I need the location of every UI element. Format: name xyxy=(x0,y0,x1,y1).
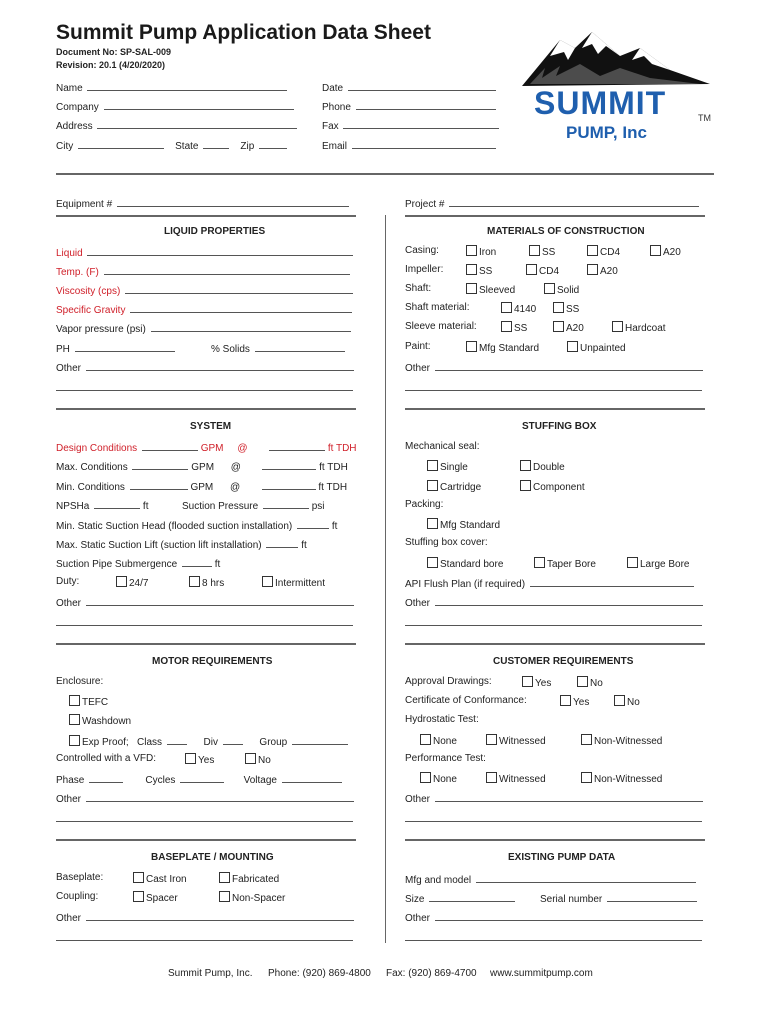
at-label: @ xyxy=(237,443,248,454)
min-conditions-field[interactable] xyxy=(56,479,347,494)
hydro-witnessed-checkbox[interactable] xyxy=(486,734,546,748)
logo-name: SUMMIT xyxy=(534,85,667,121)
paint-label: Paint: xyxy=(405,341,431,352)
exp-proof-field[interactable] xyxy=(69,734,348,749)
document-number: Document No: SP-SAL-009 xyxy=(56,47,172,57)
solids-label: % Solids xyxy=(211,344,250,355)
divider xyxy=(56,643,356,645)
project-label: Project # xyxy=(405,199,445,210)
perf-non-witnessed-checkbox[interactable] xyxy=(581,772,662,786)
materials-other-field[interactable] xyxy=(405,360,703,375)
vapor-label: Vapor pressure (psi) xyxy=(56,324,146,335)
shaft-material-label: Shaft material: xyxy=(405,302,470,313)
option-label: Single xyxy=(440,462,468,473)
duty-label: Duty: xyxy=(56,576,80,587)
date-field[interactable] xyxy=(322,80,496,95)
viscosity-field[interactable] xyxy=(56,283,353,298)
zip-label: Zip xyxy=(240,141,255,152)
duty-8hrs-checkbox[interactable] xyxy=(189,576,224,590)
performance-label: Performance Test: xyxy=(405,753,486,764)
max-label: Max. Conditions xyxy=(56,462,128,473)
seal-double-checkbox[interactable] xyxy=(520,460,565,474)
option-label: SS xyxy=(514,323,528,334)
tefc-checkbox[interactable] xyxy=(69,695,108,709)
blank-line xyxy=(405,390,702,391)
divider xyxy=(405,839,705,841)
divider xyxy=(405,643,705,645)
design-conditions-field[interactable] xyxy=(56,440,357,455)
cover-taper-bore-checkbox[interactable] xyxy=(534,557,596,571)
option-label: Witnessed xyxy=(499,774,546,785)
option-label: Taper Bore xyxy=(547,559,596,570)
option-label: Component xyxy=(533,482,585,493)
option-label: SS xyxy=(542,247,556,258)
hydro-label: Hydrostatic Test: xyxy=(405,714,479,725)
vapor-pressure-field[interactable] xyxy=(56,321,351,336)
phase-label: Phase xyxy=(56,775,85,786)
div-label: Div xyxy=(203,737,218,748)
temp-field[interactable] xyxy=(56,264,350,279)
other-label: Other xyxy=(56,598,82,609)
impeller-cd4-checkbox[interactable] xyxy=(526,264,559,278)
option-label: Washdown xyxy=(82,716,132,727)
seal-component-checkbox[interactable] xyxy=(520,480,585,494)
divider xyxy=(56,408,356,410)
hydro-non-witnessed-checkbox[interactable] xyxy=(581,734,662,748)
company-field[interactable] xyxy=(56,99,294,114)
option-label: Double xyxy=(533,462,565,473)
address-label: Address xyxy=(56,121,93,132)
shaft-label: Shaft: xyxy=(405,283,432,294)
option-label: Intermittent xyxy=(275,578,326,589)
other-label: Other xyxy=(405,598,431,609)
city-state-zip-field[interactable] xyxy=(56,138,287,153)
option-label: 4140 xyxy=(514,304,537,315)
option-label: Cast Iron xyxy=(146,874,187,885)
project-field[interactable] xyxy=(405,196,699,211)
other-label: Other xyxy=(405,913,431,924)
packing-mfg-standard-checkbox[interactable] xyxy=(427,518,500,532)
casing-label: Casing: xyxy=(405,245,439,256)
stuffing-other-field[interactable] xyxy=(405,595,703,610)
page-title: Summit Pump Application Data Sheet xyxy=(56,21,431,44)
other-label: Other xyxy=(56,794,82,805)
at-label: @ xyxy=(229,482,241,493)
cover-label: Stuffing box cover: xyxy=(405,537,488,548)
class-label: Class xyxy=(137,737,163,748)
api-label: API Flush Plan (if required) xyxy=(405,579,526,590)
perf-witnessed-checkbox[interactable] xyxy=(486,772,546,786)
cover-large-bore-checkbox[interactable] xyxy=(627,557,689,571)
approval-yes-checkbox[interactable] xyxy=(522,676,551,690)
option-label: Mfg Standard xyxy=(440,520,501,531)
vfd-no-checkbox[interactable] xyxy=(245,753,271,767)
option-label: Non-Witnessed xyxy=(594,736,663,747)
liquid-label: Liquid xyxy=(56,248,83,259)
liquid-heading: LIQUID PROPERTIES xyxy=(164,226,266,237)
min-label: Min. Conditions xyxy=(56,482,125,493)
fttdh-label: ft TDH xyxy=(318,482,348,493)
size-field[interactable] xyxy=(405,891,515,906)
phase-cycles-voltage-field[interactable] xyxy=(56,772,342,787)
option-label: None xyxy=(433,736,457,747)
baseplate-other-field[interactable] xyxy=(56,910,354,925)
temp-label: Temp. (F) xyxy=(56,267,99,278)
footer-fax: Fax: (920) 869-4700 xyxy=(386,968,477,979)
option-label: Iron xyxy=(479,247,497,258)
max-suction-lift-field[interactable] xyxy=(56,537,307,552)
other-label: Other xyxy=(56,913,82,924)
conformance-no-checkbox[interactable] xyxy=(614,695,640,709)
system-heading: SYSTEM xyxy=(190,421,232,432)
solids-field[interactable] xyxy=(211,341,345,356)
group-label: Group xyxy=(259,737,288,748)
existing-other-field[interactable] xyxy=(405,910,703,925)
divider xyxy=(56,173,714,175)
cover-standard-bore-checkbox[interactable] xyxy=(427,557,503,571)
city-label: City xyxy=(56,141,74,152)
shaft-ss-checkbox[interactable] xyxy=(553,302,579,316)
seal-cartridge-checkbox[interactable] xyxy=(427,480,481,494)
option-label: Non-Witnessed xyxy=(594,774,663,785)
suction-pressure-field[interactable] xyxy=(182,498,325,513)
ft-label: ft xyxy=(331,521,338,532)
option-label: 24/7 xyxy=(129,578,149,589)
option-label: A20 xyxy=(566,323,584,334)
option-label: CD4 xyxy=(600,247,621,258)
design-label: Design Conditions xyxy=(56,443,138,454)
submergence-field[interactable] xyxy=(56,556,220,571)
casing-iron-checkbox[interactable] xyxy=(466,245,496,259)
blank-line xyxy=(56,940,353,941)
enclosure-label: Enclosure: xyxy=(56,676,104,687)
impeller-label: Impeller: xyxy=(405,264,444,275)
option-label: Hardcoat xyxy=(625,323,666,334)
liquid-field[interactable] xyxy=(56,245,353,260)
option-label: 8 hrs xyxy=(202,578,225,589)
voltage-label: Voltage xyxy=(243,775,277,786)
revision: Revision: 20.1 (4/20/2020) xyxy=(56,60,166,70)
casing-cd4-checkbox[interactable] xyxy=(587,245,620,259)
sg-label: Specific Gravity xyxy=(56,305,126,316)
psi-label: psi xyxy=(311,501,325,512)
blank-line xyxy=(56,625,353,626)
other-label: Other xyxy=(56,363,82,374)
liquid-other-field[interactable] xyxy=(56,360,354,375)
footer-company: Summit Pump, Inc. xyxy=(168,968,253,979)
option-label: SS xyxy=(566,304,580,315)
cast-iron-checkbox[interactable] xyxy=(133,872,187,886)
serial-number-field[interactable] xyxy=(540,891,697,906)
option-label: Large Bore xyxy=(640,559,690,570)
casing-a20-checkbox[interactable] xyxy=(650,245,681,259)
fax-label: Fax xyxy=(322,121,339,132)
ft-label: ft xyxy=(142,501,149,512)
vfd-yes-checkbox[interactable] xyxy=(185,753,214,767)
option-label: Witnessed xyxy=(499,736,546,747)
option-label: TEFC xyxy=(82,697,109,708)
option-label: Standard bore xyxy=(440,559,504,570)
shaft-solid-checkbox[interactable] xyxy=(544,283,579,297)
approval-no-checkbox[interactable] xyxy=(577,676,603,690)
blank-line xyxy=(56,390,353,391)
option-label: A20 xyxy=(663,247,681,258)
conformance-label: Certificate of Conformance: xyxy=(405,695,527,706)
fttdh-label: ft TDH xyxy=(319,462,348,473)
blank-line xyxy=(405,821,702,822)
cycles-label: Cycles xyxy=(145,775,176,786)
mountain-icon xyxy=(520,26,720,88)
ph-field[interactable] xyxy=(56,341,175,356)
seal-single-checkbox[interactable] xyxy=(427,460,468,474)
api-flush-field[interactable] xyxy=(405,576,694,591)
trademark: TM xyxy=(698,113,711,123)
non-spacer-checkbox[interactable] xyxy=(219,891,285,905)
min-head-label: Min. Static Suction Head (flooded suction installation) xyxy=(56,521,293,532)
equipment-field[interactable] xyxy=(56,196,349,211)
min-suction-head-field[interactable] xyxy=(56,518,337,533)
blank-line xyxy=(405,625,702,626)
baseplate-heading: BASEPLATE / MOUNTING xyxy=(151,852,274,863)
fttdh-label: ft TDH xyxy=(327,443,357,454)
max-lift-label: Max. Static Suction Lift (suction lift installation) xyxy=(56,540,262,551)
max-conditions-field[interactable] xyxy=(56,459,348,474)
stuffing-heading: STUFFING BOX xyxy=(522,421,597,432)
washdown-checkbox[interactable] xyxy=(69,714,131,728)
sleeve-a20-checkbox[interactable] xyxy=(553,321,584,335)
email-label: Email xyxy=(322,141,348,152)
suction-pressure-label: Suction Pressure xyxy=(182,501,259,512)
sleeve-hardcoat-checkbox[interactable] xyxy=(612,321,666,335)
state-label: State xyxy=(175,141,199,152)
perf-none-checkbox[interactable] xyxy=(420,772,457,786)
paint-mfg-standard-checkbox[interactable] xyxy=(466,341,539,355)
shaft-sleeved-checkbox[interactable] xyxy=(466,283,515,297)
mfg-model-field[interactable] xyxy=(405,872,696,887)
existing-heading: EXISTING PUMP DATA xyxy=(508,852,616,863)
option-label: Mfg Standard xyxy=(479,343,540,354)
duty-24-7-checkbox[interactable] xyxy=(116,576,148,590)
phone-label: Phone xyxy=(322,102,351,113)
viscosity-label: Viscosity (cps) xyxy=(56,286,121,297)
option-label: Yes xyxy=(198,755,215,766)
mfg-label: Mfg and model xyxy=(405,875,472,886)
name-label: Name xyxy=(56,83,83,94)
divider xyxy=(405,215,705,217)
logo-subtitle: PUMP, Inc xyxy=(566,123,647,142)
gpm-label: GPM xyxy=(200,443,224,454)
mech-seal-label: Mechanical seal: xyxy=(405,441,480,452)
date-label: Date xyxy=(322,83,344,94)
motor-other-field[interactable] xyxy=(56,791,354,806)
option-label: No xyxy=(627,697,640,708)
option-label: Fabricated xyxy=(232,874,280,885)
option-label: Unpainted xyxy=(580,343,626,354)
customer-heading: CUSTOMER REQUIREMENTS xyxy=(493,656,634,667)
option-label: A20 xyxy=(600,266,618,277)
submergence-label: Suction Pipe Submergence xyxy=(56,559,178,570)
impeller-ss-checkbox[interactable] xyxy=(466,264,492,278)
baseplate-label: Baseplate: xyxy=(56,872,104,883)
serial-label: Serial number xyxy=(540,894,603,905)
other-label: Other xyxy=(405,363,431,374)
blank-line xyxy=(56,821,353,822)
casing-ss-checkbox[interactable] xyxy=(529,245,555,259)
exp-label: Exp Proof; xyxy=(82,737,129,748)
size-label: Size xyxy=(405,894,425,905)
gpm-label: GPM xyxy=(191,462,215,473)
blank-line xyxy=(405,940,702,941)
hydro-none-checkbox[interactable] xyxy=(420,734,457,748)
option-label: Sleeved xyxy=(479,285,516,296)
system-other-field[interactable] xyxy=(56,595,354,610)
option-label: Spacer xyxy=(146,893,178,904)
company-logo xyxy=(520,26,720,146)
spacer-checkbox[interactable] xyxy=(133,891,178,905)
motor-heading: MOTOR REQUIREMENTS xyxy=(152,656,273,667)
approval-label: Approval Drawings: xyxy=(405,676,492,687)
duty-intermittent-checkbox[interactable] xyxy=(262,576,325,590)
divider xyxy=(405,408,705,410)
specific-gravity-field[interactable] xyxy=(56,302,352,317)
option-label: Cartridge xyxy=(440,482,482,493)
gpm-label: GPM xyxy=(190,482,214,493)
option-label: SS xyxy=(479,266,493,277)
fax-field[interactable] xyxy=(322,118,499,133)
divider xyxy=(56,839,356,841)
divider xyxy=(56,215,356,217)
ph-label: PH xyxy=(56,344,70,355)
company-label: Company xyxy=(56,102,99,113)
name-field[interactable] xyxy=(56,80,287,95)
npsha-field[interactable] xyxy=(56,498,148,513)
packing-label: Packing: xyxy=(405,499,444,510)
option-label: None xyxy=(433,774,457,785)
paint-unpainted-checkbox[interactable] xyxy=(567,341,626,355)
ft-label: ft xyxy=(214,559,221,570)
fabricated-checkbox[interactable] xyxy=(219,872,279,886)
other-label: Other xyxy=(405,794,431,805)
ft-label: ft xyxy=(301,540,307,551)
option-label: Non-Spacer xyxy=(232,893,286,904)
equipment-label: Equipment # xyxy=(56,199,113,210)
shaft-4140-checkbox[interactable] xyxy=(501,302,536,316)
customer-other-field[interactable] xyxy=(405,791,703,806)
at-label: @ xyxy=(230,462,241,473)
materials-heading: MATERIALS OF CONSTRUCTION xyxy=(487,226,645,237)
option-label: CD4 xyxy=(539,266,560,277)
sleeve-ss-checkbox[interactable] xyxy=(501,321,527,335)
coupling-label: Coupling: xyxy=(56,891,99,902)
footer-phone: Phone: (920) 869-4800 xyxy=(268,968,371,979)
address-field[interactable] xyxy=(56,118,297,133)
footer-website[interactable]: www.summitpump.com xyxy=(490,968,593,979)
impeller-a20-checkbox[interactable] xyxy=(587,264,618,278)
column-divider xyxy=(385,215,386,943)
option-label: No xyxy=(590,678,603,689)
conformance-yes-checkbox[interactable] xyxy=(560,695,589,709)
vfd-label: Controlled with a VFD: xyxy=(56,753,157,764)
email-field[interactable] xyxy=(322,138,496,153)
option-label: Yes xyxy=(535,678,552,689)
option-label: No xyxy=(258,755,271,766)
sleeve-material-label: Sleeve material: xyxy=(405,321,477,332)
npsha-label: NPSHa xyxy=(56,501,90,512)
phone-field[interactable] xyxy=(322,99,496,114)
option-label: Yes xyxy=(573,697,590,708)
option-label: Solid xyxy=(557,285,580,296)
